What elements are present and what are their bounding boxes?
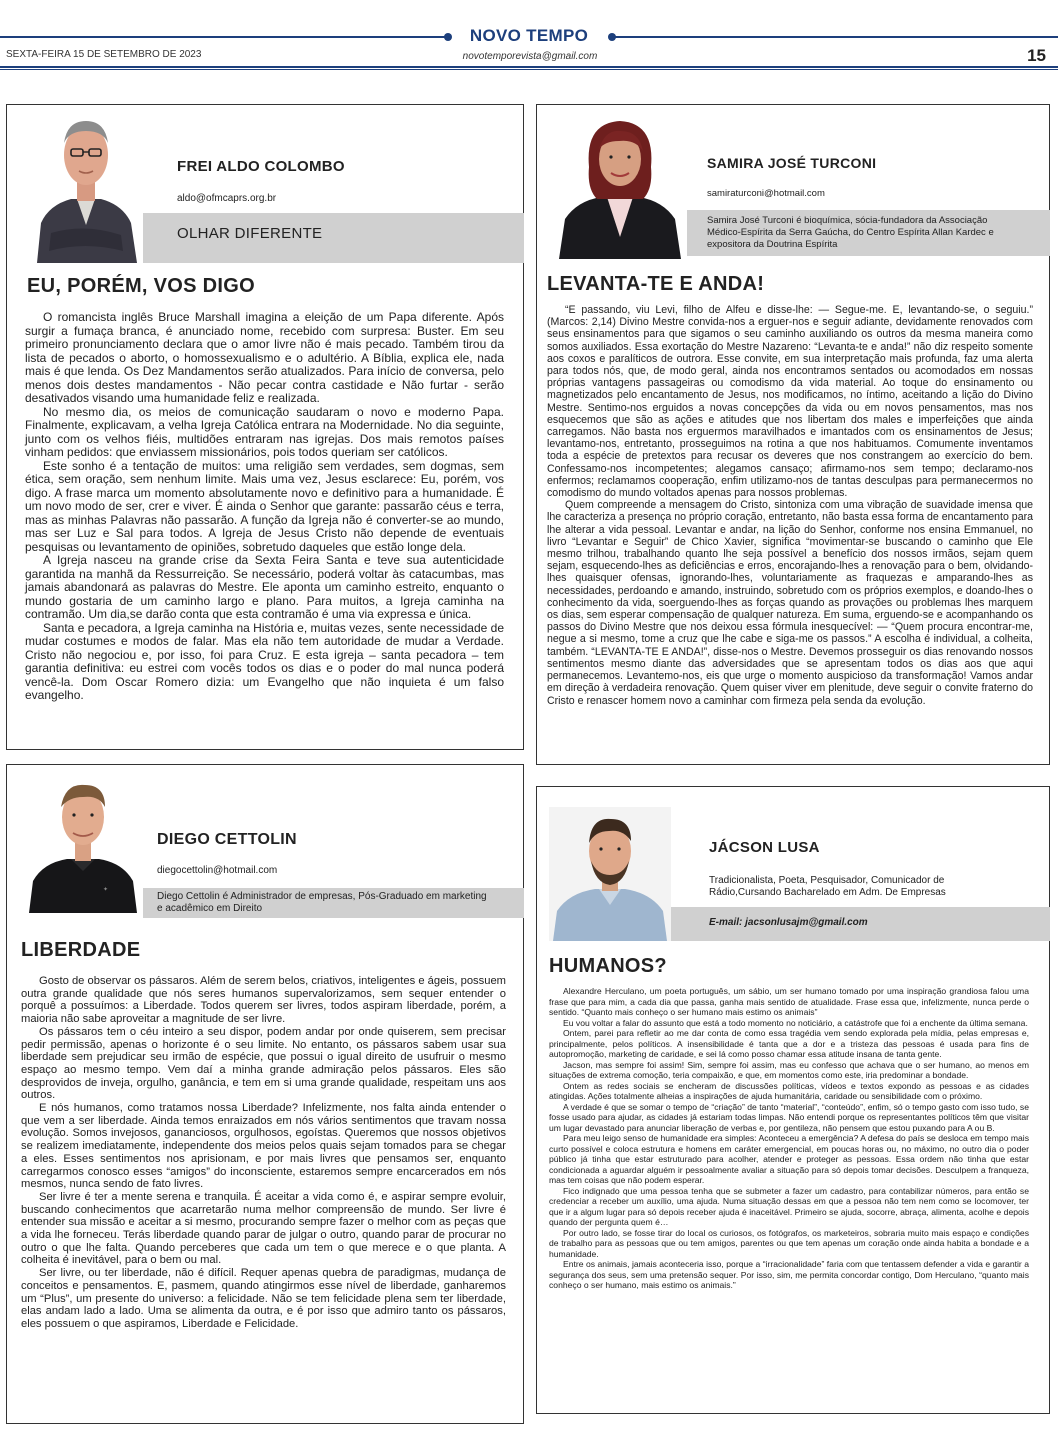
author-bio: Tradicionalista, Poeta, Pesquisador, Comunicador de Rádio,Cursando Bacharelado em Adm. De Empresas (709, 875, 946, 898)
author-name: SAMIRA JOSÉ TURCONI (707, 155, 877, 171)
column-box-aldo (6, 104, 524, 750)
paragraph: Entre os animais, jamais aconteceria isso, porque a “irracionalidade” faria com que tentassem defender a vida e garantir a segurança dos seus, sem uma pretensão sequer. Por isso, sim, me permita concordar contigo, Dom Herculano, “quanto mais conheço o ser humano, mais estimo os animais.” (549, 1259, 1029, 1290)
author-bio: Diego Cettolin é Administrador de empresas, Pós-Graduado em marketing e acadêmico em Direito (157, 891, 487, 914)
paragraph: Quem compreende a mensagem do Cristo, sintoniza com uma vibração de suavidade imensa que lhe caracteriza a presença no próprio coração, entretanto, não basta essa forma de encantamento para lhe alterar a vida pessoal. Levantar e andar, na lição do Senhor, conforme nos ensina Emmanuel, no livro “Levantar e Seguir” de Chico Xavier, significa “movimentar-se buscando o caminho que Ele mesmo trilhou, trabalhando quanto lhe seja possível a benefício dos nossos irmãos, sejam quem sejam, esquecendo-lhes as deficiências e erros, encorajando-lhes a renovação para o bem, olvidando-lhes quaisquer ofensas, ignorando-lhes, voluntariamente as fraquezas e amparando-lhes as necessidades, perdoando e amando, instruindo, sobretudo com os próprios exemplos, e doando-lhes o conhecimento da vida, soerguendo-lhes as forças quando as provações ou problemas lhes marquem os dias, sem esperar compensação de qualquer natureza. Em suma, erguendo-se e acompanhando os passos do Divino Mestre que nos deixou essa fórmula inesquecível: — “Quem procura encontrar-me, negue a si mesmo, tome a cruz que lhe cabe e siga-me os passos.” A escolha é individual, a colheita, também. “LEVANTA-TE E ANDA!”, disse-nos o Mestre. Devemos prosseguir os dias renovando nossos sentimentos mesmo diante das adversidades que se apresentam todos os dias aos que aqui permanecemos. Levantemo-nos, eis que urge o momento auspicioso da transformação! Vamos andar em direção à verdadeira renovação. Quem quiser viver em plenitude, deve seguir o convite fraterno do Cristo e renascer homem novo a caminhar com firmeza pela senda da evolução. (547, 499, 1033, 707)
masthead-dot-left (444, 33, 452, 41)
column-box-diego (6, 764, 524, 1424)
masthead-dot-right (608, 33, 616, 41)
article-headline: LEVANTA-TE E ANDA! (547, 273, 765, 295)
paragraph: Ontem, parei para refletir ao me dar conta de como essa tragédia vem sendo explorada pela mídia, pelas empresas e, principalmente, pelos políticos. A insensibilidade é tanta que a dor e a tristeza das pessoas é usada para fins de autopromoção, marketing de caridade, e sei lá como posso chamar essa atitude insana de tanta gente. (549, 1028, 1029, 1059)
column-box-jacson (536, 786, 1050, 1414)
paragraph: Jacson, mas sempre foi assim! Sim, sempre foi assim, mas eu confesso que achava que o ser humano, ao menos em situações de extrema comoção, teria compaixão, e que, em momentos como este, iria predominar a bondade. (549, 1059, 1029, 1080)
paragraph: Santa e pecadora, a Igreja caminha na História e, muitas vezes, sente necessidade de mudar costumes e modos de falar. Mas ela não tem autoridade de mudar a Verdade. Cristo não negociou e, por isso, foi para Cruz. E esta igreja – santa pecadora – tem garantia definitiva: eu estrei com vocês todos os dias e o poder do mal nunca poderá vencê-la. Dom Oscar Romero dizia: um Evangelho que não inquieta é um falso evangelho. (25, 620, 504, 702)
masthead-bottom-rule (0, 66, 1058, 68)
newspaper-email[interactable]: novotemporevista@gmail.com (462, 51, 598, 62)
author-bio: Samira José Turconi é bioquímica, sócia-fundadora da Associação Médico-Espírita da Serra Gaúcha, do Centro Espírita Allan Kardec e expositora da Doutrina Espírita (707, 215, 994, 250)
paragraph: Gosto de observar os pássaros. Além de serem belos, criativos, inteligentes e ágeis, possuem outra grande qualidade que nós seres humanos supervalorizamos, sem sequer entender o porquê a possuímos: a Liberdade. Todos querem ser livres, todos aspiram liberdade, porém, a maioria não sabe aproveitar a magnitude de ser livre. (21, 975, 507, 1026)
author-name: JÁCSON LUSA (709, 839, 820, 856)
author-email[interactable]: samiraturconi@hotmail.com (707, 188, 825, 199)
paragraph: Os pássaros tem o céu inteiro a seu dispor, podem andar por onde quiserem, sem precisar pedir permissão, apenas o horizonte é o seu limite. No entanto, os pássaros sabem usar sua liberdade sem prejudicar seu irmão de espécie, que possui o igual direito de usufruir o mesmo espaço ao mesmo tempo. Vem daí a minha grande admiração pelos pássaros. Eles são desprovidos de inveja, orgulho, ganância, e tem em si uma grande qualidade, respeitam uns aos outros. (21, 1025, 506, 1102)
paragraph: Alexandre Herculano, um poeta português, um sábio, um ser humano tomado por uma inspiração grandiosa falou uma frase que para mim, a cada dia que passa, ganha mais sentido de atualidade. Frase essa que, infelizmente, nunca perde o sentido. “Quanto mais conheço o ser humano mais estimo os animais” (549, 986, 1029, 1017)
article-body (547, 304, 1033, 707)
paragraph: No mesmo dia, os meios de comunicação saudaram o novo e moderno Papa. Finalmente, explicavam, a velha Igreja Católica entrara na Modernidade. No dia seguinte, junto com os velhos fiéis, multidões entraram nas igrejas. Dos mais remotos países vinham pedidos: que enviassem missionários, pois todos queriam ser católicos. (25, 404, 504, 459)
paragraph: Por outro lado, se fosse tirar do local os curiosos, os fotógrafos, os marketeiros, sobraria muito mais espaço e condições de trabalho para as pessoas que ou tem amigos, parentes ou que tem apenas um coração onde ainda habita a bondade e a humanidade. (549, 1227, 1029, 1259)
author-email[interactable]: aldo@ofmcaprs.org.br (177, 193, 277, 204)
paragraph: Este sonho é a tentação de muitos: uma religião sem verdades, sem dogmas, sem ética, sem oração, sem nenhum limite. Mais uma vez, Jesus esclarece: Eu, porém, vos digo. A frase marca um momento absolutamente novo e definitivo para a humanidade. É um novo modo de ser, crer e viver. É ainda o Senhor que garante: passarão céus e terra, mas as minhas Palavras não passarão. A função da Igreja não é converter-se ao mundo, mas ser Luz e Sal para todos. A Igreja de Jesus Cristo não depende de eventuais pesquisas ou levantamento de opiniões, sobretudo daqueles que estão longe dela. (25, 458, 504, 554)
author-photo-samira (555, 109, 685, 259)
author-photo-aldo (27, 105, 145, 263)
masthead-bottom-rule-thin (0, 69, 1058, 70)
author-photo-jacson (549, 807, 671, 941)
paragraph: Eu vou voltar a falar do assunto que está a todo momento no noticiário, a catástrofe que foi a enchente da última semana. (563, 1017, 1028, 1028)
column-label: OLHAR DIFERENTE (177, 225, 323, 242)
author-name: FREI ALDO COLOMBO (177, 158, 345, 175)
paragraph: O romancista inglês Bruce Marshall imagina a eleição de um Papa diferente. Após surgir a fumaça branca, é anunciado nome, recebido com surpresa: Buster. Em seu primeiro pronunciamento declara que o amor livre não é mais pecado. Também tirou da lista de pecados o aborto, o homossexualismo e o adultério. A Bíblia, explica ele, nada mais é que lenda. Os Dez Mandamentos serão atualizados. Para início de conversa, pelo menos dois destes mandamentos - Não pecar contra castidade e Não furtar - serão desativados visando uma humanidade feliz e realizada. (25, 310, 504, 405)
article-headline: EU, PORÉM, VOS DIGO (27, 275, 255, 297)
author-name: DIEGO CETTOLIN (157, 831, 297, 848)
page-number: 15 (1027, 46, 1046, 65)
article-body (549, 986, 1029, 1291)
paragraph: E nós humanos, como tratamos nossa Liberdade? Infelizmente, nos falta ainda entender o que vem a ser liberdade. Ainda temos enraizados em nós vários sentimentos que travam nossa evolução. Somos invejosos, gananciosos, orgulhosos, egoístas. Queremos que nossos objetivos se realizem imediatamente, independente dos meios pelos quais sejam tomados para se chegar a eles. Esses sentimentos nos aprisionam, e por mais livres que pensamos ser, enquanto carregarmos conosco esses “amigos” do inconsciente, estaremos sempre encarcerados em nós mesmos, nunca sendo de fato livres. (21, 1102, 506, 1191)
paragraph: Ser livre é ter a mente serena e tranquila. É aceitar a vida como é, e aspirar sempre evoluir, buscando conhecimentos que acarretarão numa melhor compreensão de mundo. Ser livre é entender sua missão e aceitar a si mesmo, procurando sempre fazer o melhor com as peças que a vida lhe forneceu. Terás liberdade quando parar de julgar o outro, quando parar de procurar no outro o que lhe falta. Quando perceberes que cada um tem o que merece e o que planta. A colheita é inevitável, para o bem ou mal. (21, 1190, 506, 1267)
paragraph: Ser livre, ou ter liberdade, não é difícil. Requer apenas quebra de paradigmas, mudança de conceitos e pensamentos. E, pasmem, quando atingirmos esse nível de liberdade, ganharemos um “Plus”, um presente do universo: a felicidade. Não se tem felicidade plena sem ter liberdade, elas andam lado a lado. Uma se alimenta da outra, e é por isso que admiro tanto os pássaros, eles possuem o que aspiramos, Liberdade e Felicidade. (21, 1267, 506, 1330)
svg-text:✦: ✦ (103, 886, 109, 893)
column-box-samira (536, 104, 1050, 765)
issue-date: SEXTA-FEIRA 15 DE SETEMBRO DE 2023 (6, 49, 202, 60)
masthead (0, 0, 1058, 72)
article-headline: HUMANOS? (549, 955, 667, 977)
author-email[interactable]: E-mail: jacsonlusajm@gmail.com (709, 917, 868, 928)
masthead-rule-left (0, 36, 446, 38)
newspaper-title: NOVO TEMPO (469, 26, 589, 45)
paragraph: Para meu leigo senso de humanidade era simples: Aconteceu a emergência? A defesa do país se desloca em tempo mais curto possível e coloca estrutura e homens em caráter emergencial, em poucas horas ou, no máximo, no outro dia o poder público já tinha que estar estruturado para acolher, atender e proteger as pessoas. Essa ordem não tinha que estar condicionada a aguardar alguém ir pessoalmente avaliar a situação para só depois tomar decisões. Desculpem a franqueza, mas tem coisas que não podem esperar. (549, 1133, 1029, 1185)
article-headline: LIBERDADE (21, 939, 141, 961)
paragraph: “E passando, viu Levi, filho de Alfeu e disse-lhe: — Segue-me. E, levantando-se, o seguiu.” (Marcos: 2,14) Divino Mestre convida-nos a erguer-nos e seguir adiante, devidamente renovados com seus ensinamentos para que sigamos o seu caminho auxiliando os outros da mesma maneira como somos auxiliados. Essa exortação do Mestre Nazareno: “Levanta-te e anda!” não diz respeito somente aos coxos e paralíticos de outrora. Esse convite, em sua interpretação mais profunda, faz uma alerta para todos nós, que, de modo geral, ainda nos encontramos sentados ou acomodados em nossas próprias vantagens passageiras ou comodismo da vida material. Ao toque do ensinamento ou magnetizados pelo encantamento de Jesus, nos modificamos, no íntimo, aceitando a lição do Divino Mestre. Sentimo-nos erguidos a novas concepções da vida ou em novos pensamentos, mas nos esquecemos que são as ações e atitudes que nos libertam dos males e imperfeições que ainda carregamos. Não basta nos erguermos maravilhados e imantados com os ensinamentos de Jesus; levantamo-nos, entretanto, prosseguimos na rotina a que nos habituamos. Comumente inventamos toda a espécie de pretextos para recusar os deveres que nos constrangem ao exercício do bem. Confessamo-nos incompetentes; alegamos cansaço; afirmamo-nos sem tempo; declaramo-nos enfermos; reclamamos cooperação, enfim utilizamo-nos de tantas desculpas para permanecermos no comodismo do mundo voltados apenas para nossos problemas. (547, 304, 1033, 500)
masthead-rule-right (612, 36, 1058, 38)
article-body (21, 975, 506, 1331)
paragraph: Ontem as redes sociais se encheram de discussões políticas, vídeos e textos expondo as pessoas e as cidades atingidas. Ações totalmente alheias a inspirações de ajuda humanitária, caridade ou sensibilidade com o próximo. (549, 1080, 1029, 1101)
paragraph: A verdade é que se somar o tempo de “criação” de tanto “material”, “conteúdo”, enfim, só o tempo gasto com isso tudo, se fosse usado para ajudar, as cidades já estariam todas limpas. Não entendi porque os representantes políticos têm que visitar um lugar devastado para anunciar liberação de verbas e, por gentileza, não pensem que estou puxando para A ou B. (549, 1101, 1029, 1133)
paragraph: Fico indignado que uma pessoa tenha que se submeter a fazer um cadastro, para contabilizar números, para então se credenciar a receber um auxílio, uma ajuda. Numa situação dessas em que a pessoa não tem nem como se locomover, ter que ir a algum lugar para só depois receber ajuda é inaceitável. Primeiro se ajuda, socorre, abraça, alimenta, acolhe e depois quando der pergunta quem é… (549, 1185, 1029, 1227)
paragraph: A Igreja nasceu na grande crise da Sexta Feira Santa e teve sua autenticidade garantida na manhã da Ressurreição. Se necessário, poderá voltar às catacumbas, mas jamais abandonará as palavras do Mestre. Ele aponta um caminho estreito, enquanto o mundo gostaria de um caminho largo e plano. Para muitos, a Igreja caminha na contramão. Um dia,se darão conta que esta contramão é uma via expressa e única. (25, 553, 504, 621)
author-photo-diego (23, 771, 143, 913)
article-body (25, 311, 504, 703)
author-email[interactable]: diegocettolin@hotmail.com (157, 865, 278, 876)
